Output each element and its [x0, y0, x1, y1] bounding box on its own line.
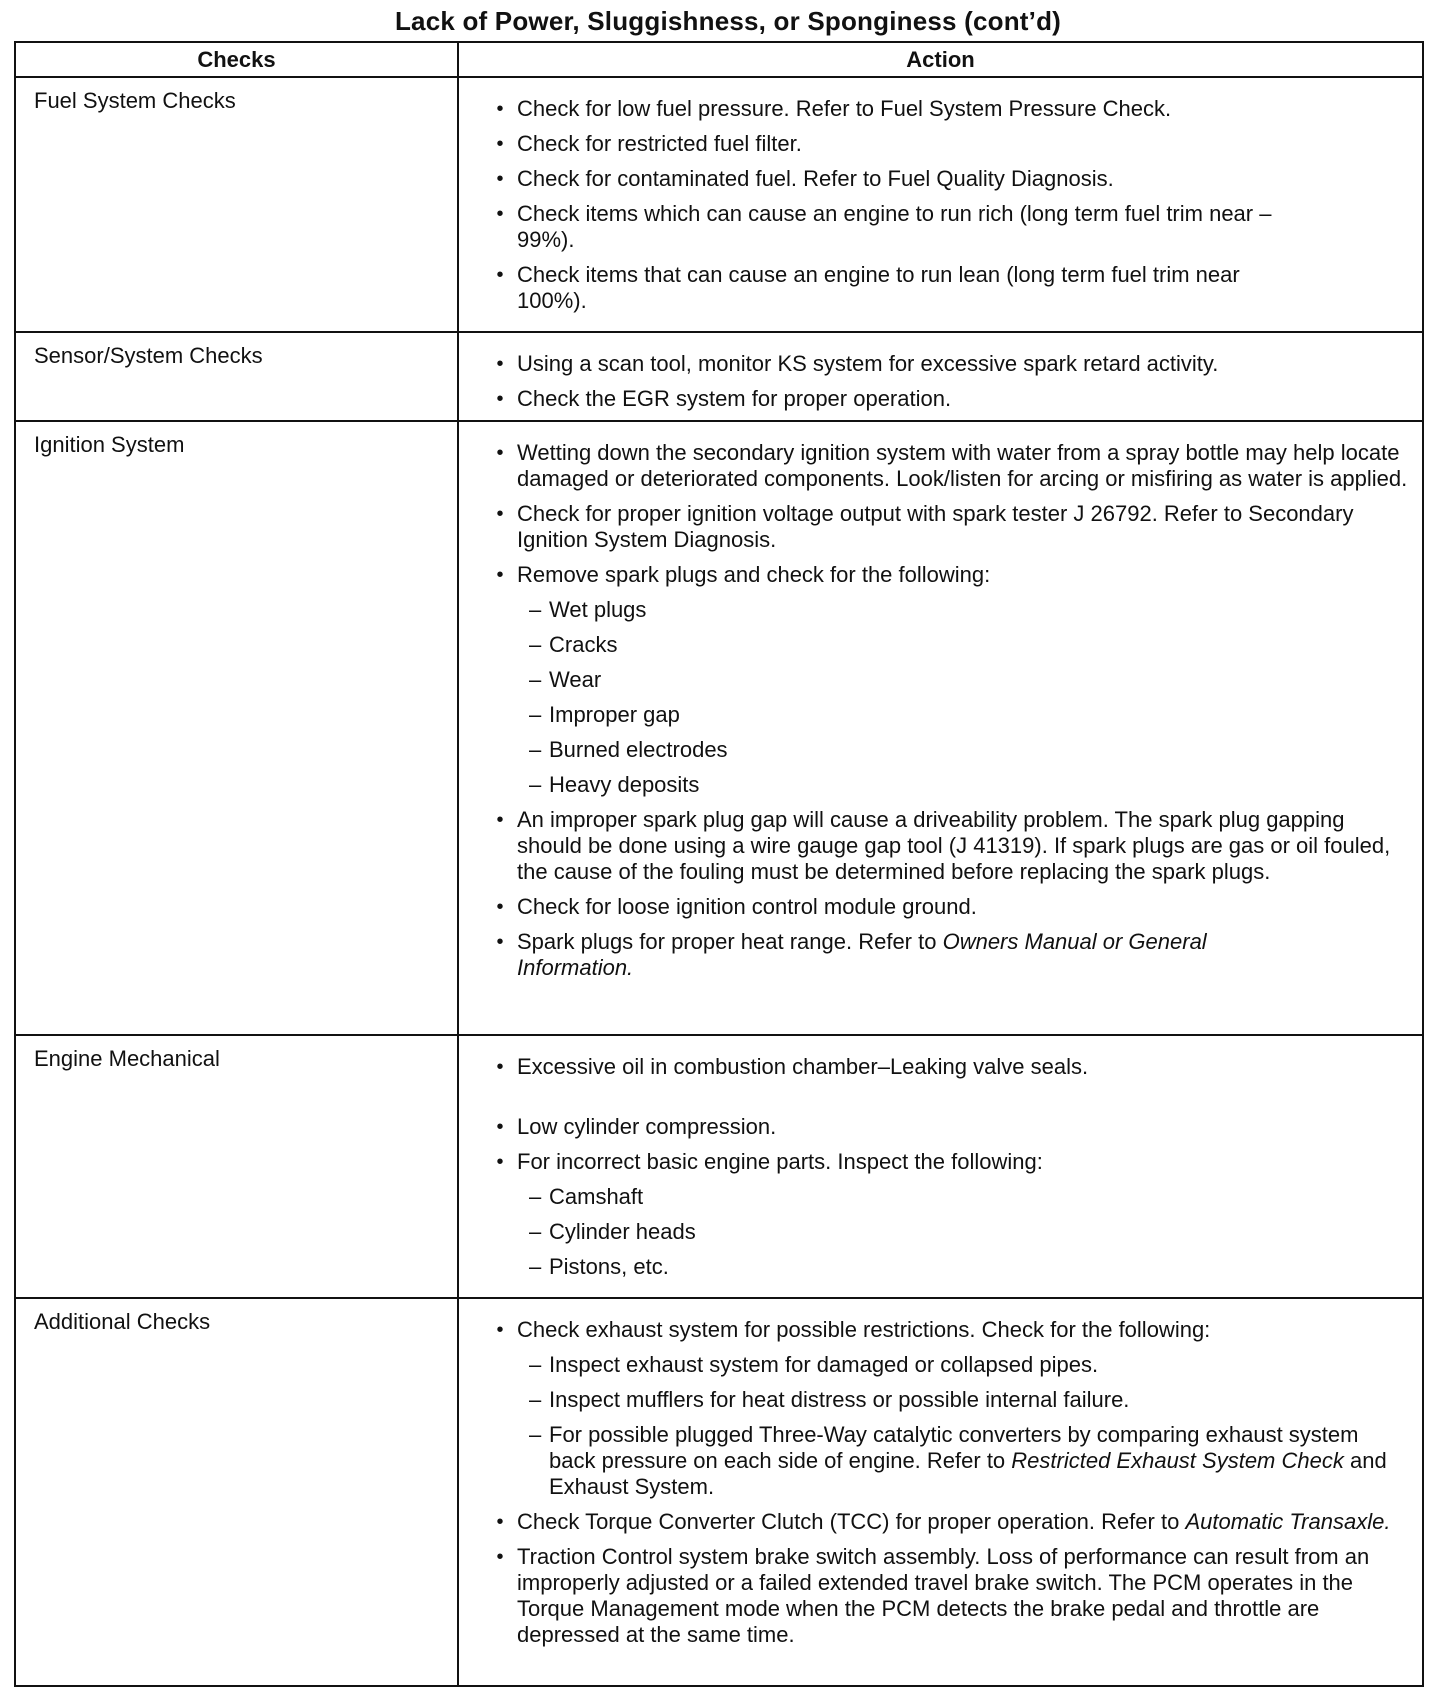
list-item	[493, 894, 1408, 920]
list-item	[493, 1114, 1408, 1140]
list-item	[493, 807, 1408, 885]
table-row-ignition-system	[15, 421, 1423, 1035]
bullet-icon: •	[496, 503, 504, 525]
checks-column-header: Checks	[15, 42, 458, 77]
list-item	[493, 96, 1408, 122]
sub-item-text: Heavy deposits	[549, 772, 700, 797]
bullet-icon: •	[496, 1511, 504, 1533]
check-name-engine-mechanical: Engine Mechanical	[34, 1046, 220, 1071]
action-list	[459, 422, 1422, 989]
dash-icon: –	[529, 1219, 542, 1244]
action-text: Spark plugs for proper heat range. Refer to	[517, 929, 943, 954]
list-item	[529, 1352, 1408, 1378]
sub-item-text: Burned electrodes	[549, 737, 728, 762]
list-item	[529, 772, 1408, 798]
check-name-additional-checks: Additional Checks	[34, 1309, 211, 1334]
list-item	[529, 667, 1408, 693]
dash-icon: –	[529, 632, 542, 657]
action-text: Check items which can cause an engine to run rich (long term fuel trim near –99%).	[517, 201, 1272, 252]
bullet-icon: •	[496, 353, 504, 375]
action-text: Wetting down the secondary ignition system with water from a spray bottle may help locate damaged or deteriorated components. Look/listen for arcing or misfiring as water is applied.	[517, 440, 1408, 491]
action-text: For incorrect basic engine parts. Inspect the following:	[517, 1149, 1043, 1174]
action-text: Using a scan tool, monitor KS system for excessive spark retard activity.	[517, 351, 1219, 376]
list-item	[493, 131, 1408, 157]
list-item	[529, 597, 1408, 623]
diagnosis-table	[14, 41, 1424, 1687]
action-cell	[458, 1035, 1423, 1298]
list-item	[493, 501, 1408, 553]
dash-icon: –	[529, 1352, 542, 1377]
action-text: Check for loose ignition control module ground.	[517, 894, 977, 919]
bullet-icon: •	[496, 896, 504, 918]
action-cell	[458, 1298, 1423, 1686]
check-cell	[15, 332, 458, 421]
action-cell	[458, 421, 1423, 1035]
bullet-icon: •	[496, 1116, 504, 1138]
table-header-row	[15, 42, 1423, 77]
dash-icon: –	[529, 1422, 542, 1447]
manual-reference: Automatic Transaxle.	[1185, 1509, 1391, 1534]
action-text: An improper spark plug gap will cause a driveability problem. The spark plug gapping should be done using a wire gauge gap tool (J 41319). If spark plugs are gas or oil fouled, the cause of the fouling must be determined before replacing the spark plugs.	[517, 807, 1391, 884]
bullet-icon: •	[496, 442, 504, 464]
list-item	[493, 166, 1408, 192]
list-item	[529, 632, 1408, 658]
list-item	[529, 1219, 1408, 1245]
dash-icon: –	[529, 1254, 542, 1279]
action-text: Check for restricted fuel filter.	[517, 131, 802, 156]
action-list	[459, 1299, 1422, 1656]
bullet-icon: •	[496, 1056, 504, 1078]
action-text: Excessive oil in combustion chamber–Leaking valve seals.	[517, 1054, 1089, 1079]
list-item	[529, 737, 1408, 763]
sub-item-text: Inspect mufflers for heat distress or possible internal failure.	[549, 1387, 1130, 1412]
check-name-sensor-system: Sensor/System Checks	[34, 343, 263, 368]
sub-item-text: Inspect exhaust system for damaged or collapsed pipes.	[549, 1352, 1099, 1377]
list-item	[529, 1387, 1408, 1413]
bullet-icon: •	[496, 809, 504, 831]
bullet-icon: •	[496, 168, 504, 190]
action-list	[459, 1036, 1422, 1297]
sub-item-text: Wet plugs	[549, 597, 647, 622]
sub-item-text: For possible plugged Three-Way catalytic converters by comparing exhaust system back pressure on each side of engine. Refer to	[549, 1422, 1359, 1473]
list-item	[529, 1254, 1408, 1280]
check-name-ignition-system: Ignition System	[34, 432, 185, 457]
action-text: Check for contaminated fuel. Refer to Fuel Quality Diagnosis.	[517, 166, 1114, 191]
action-text: Check for low fuel pressure. Refer to Fuel System Pressure Check.	[517, 96, 1172, 121]
list-item	[493, 929, 1408, 981]
list-item	[493, 201, 1408, 253]
list-item	[493, 562, 1408, 798]
dash-icon: –	[529, 702, 542, 727]
dash-icon: –	[529, 667, 542, 692]
dash-icon: –	[529, 1387, 542, 1412]
bullet-icon: •	[496, 98, 504, 120]
action-text: Remove spark plugs and check for the following:	[517, 562, 991, 587]
table-row-sensor-system	[15, 332, 1423, 421]
list-item	[529, 1422, 1408, 1500]
list-item	[493, 1149, 1408, 1280]
table-row-engine-mechanical	[15, 1035, 1423, 1298]
check-cell	[15, 421, 458, 1035]
action-text: Traction Control system brake switch assembly. Loss of performance can result from an improperly adjusted or a failed extended travel brake switch. The PCM operates in the Torque Management mode when the PCM detects the brake pedal and throttle are depressed at the same time.	[517, 1544, 1370, 1647]
list-item	[493, 440, 1408, 492]
sub-item-text: Wear	[549, 667, 602, 692]
sub-item-text: Cracks	[549, 632, 618, 657]
list-item	[493, 262, 1408, 314]
exhaust-check-list	[517, 1352, 1408, 1500]
dash-icon: –	[529, 737, 542, 762]
action-text: Check Torque Converter Clutch (TCC) for proper operation. Refer to	[517, 1509, 1186, 1534]
check-cell	[15, 77, 458, 332]
bullet-icon: •	[496, 133, 504, 155]
action-list	[459, 78, 1422, 331]
sub-item-text: Camshaft	[549, 1184, 644, 1209]
bullet-icon: •	[496, 931, 504, 953]
bullet-icon: •	[496, 1151, 504, 1173]
table-row-additional-checks	[15, 1298, 1423, 1686]
action-text: Check exhaust system for possible restrictions. Check for the following:	[517, 1317, 1211, 1342]
action-text: Check the EGR system for proper operation.	[517, 386, 952, 411]
bullet-icon: •	[496, 1546, 504, 1568]
manual-reference: Owners Manual or General Information.	[517, 929, 1207, 980]
bullet-icon: •	[496, 203, 504, 225]
action-text: Check items that can cause an engine to run lean (long term fuel trim near 100%).	[517, 262, 1240, 313]
list-item	[529, 1184, 1408, 1210]
bullet-icon: •	[496, 1319, 504, 1341]
bullet-icon: •	[496, 264, 504, 286]
engine-parts-list	[517, 1184, 1408, 1280]
table-row-fuel-system	[15, 77, 1423, 332]
list-item	[493, 1509, 1408, 1535]
dash-icon: –	[529, 772, 542, 797]
list-item	[493, 1544, 1408, 1648]
action-cell	[458, 332, 1423, 421]
list-item	[529, 702, 1408, 728]
list-item	[493, 1317, 1408, 1500]
bullet-icon: •	[496, 564, 504, 586]
sub-item-text: and Exhaust System.	[549, 1448, 1387, 1499]
dash-icon: –	[529, 1184, 542, 1209]
check-cell	[15, 1035, 458, 1298]
check-name-fuel-system: Fuel System Checks	[34, 88, 236, 113]
sub-item-text: Cylinder heads	[549, 1219, 696, 1244]
sub-item-text: Improper gap	[549, 702, 680, 727]
list-item	[493, 1054, 1408, 1080]
page-title: Lack of Power, Sluggishness, or Sponginess (cont’d)	[394, 6, 1062, 36]
list-item	[493, 351, 1408, 377]
list-item	[493, 386, 1408, 412]
plug-check-list	[517, 597, 1408, 798]
sub-item-text: Pistons, etc.	[549, 1254, 669, 1279]
action-text: Low cylinder compression.	[517, 1114, 777, 1139]
dash-icon: –	[529, 597, 542, 622]
action-column-header: Action	[458, 42, 1423, 77]
action-cell	[458, 77, 1423, 332]
manual-reference: Restricted Exhaust System Check	[1011, 1448, 1344, 1473]
bullet-icon: •	[496, 388, 504, 410]
action-text: Check for proper ignition voltage output with spark tester J 26792. Refer to Secondary Ignition System Diagnosis.	[517, 501, 1354, 552]
check-cell	[15, 1298, 458, 1686]
action-list	[459, 333, 1422, 420]
